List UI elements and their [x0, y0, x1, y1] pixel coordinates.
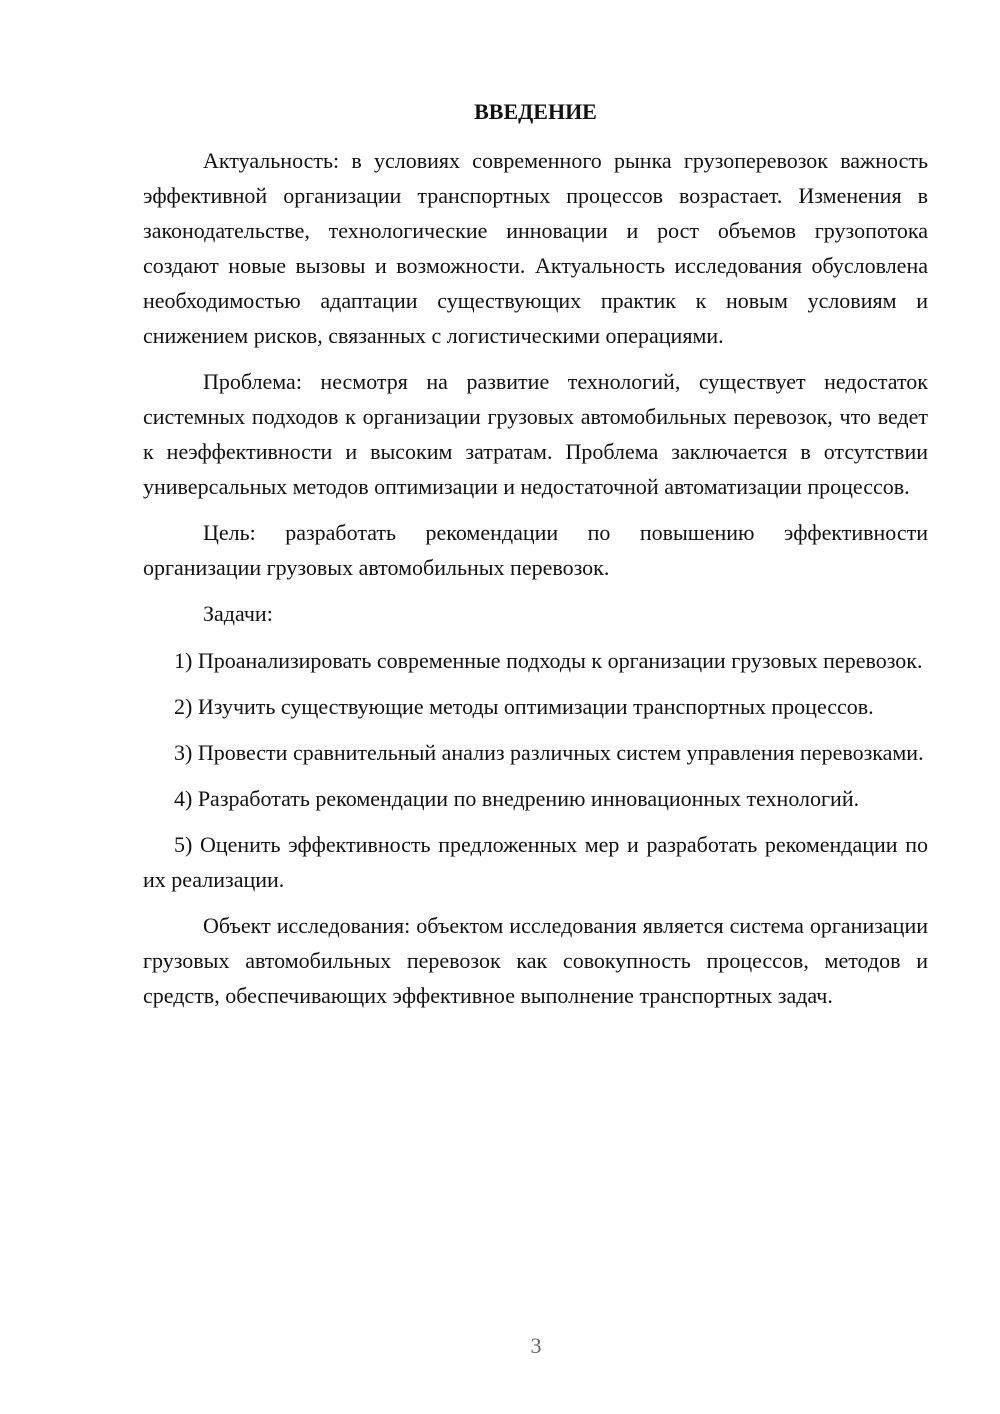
task-item-5: 5) Оценить эффективность предложенных мер и разработать рекомендации по их реализации. [143, 832, 928, 892]
goal-paragraph: Цель: разработать рекомендации по повышению эффективности организации грузовых автомобильных перевозок. [143, 520, 928, 580]
object-paragraph: Объект исследования: объектом исследования является система организации грузовых автомобильных перевозок как совокупность процессов, методов и средств, обеспечивающих эффективное выполнение транспортных задач. [143, 913, 928, 1008]
section-title: ВВЕДЕНИЕ [474, 99, 597, 124]
page-content [143, 94, 928, 1024]
task-item-1: 1) Проанализировать современные подходы к организации грузовых перевозок. [174, 648, 923, 673]
tasks-label: Задачи: [203, 601, 273, 626]
task-item-3: 3) Провести сравнительный анализ различных систем управления перевозками. [174, 740, 924, 765]
task-item-4: 4) Разработать рекомендации по внедрению инновационных технологий. [174, 786, 860, 811]
problem-paragraph: Проблема: несмотря на развитие технологий, существует недостаток системных подходов к организации грузовых автомобильных перевозок, что ведет к неэффективности и высоким затратам. Проблема заключается в отсутствии универсальных методов оптимизации и недостаточной автоматизации процессов. [143, 369, 928, 499]
page-number: 3 [530, 1333, 542, 1358]
task-item-2: 2) Изучить существующие методы оптимизации транспортных процессов. [174, 694, 874, 719]
relevance-paragraph: Актуальность: в условиях современного рынка грузоперевозок важность эффективной организации транспортных процессов возрастает. Изменения в законодательстве, технологические инновации и рост объемов грузопотока создают новые вызовы и возможности. Актуальность исследования обусловлена необходимостью адаптации существующих практик к новым условиям и снижением рисков, связанных с логистическими операциями. [143, 148, 928, 348]
